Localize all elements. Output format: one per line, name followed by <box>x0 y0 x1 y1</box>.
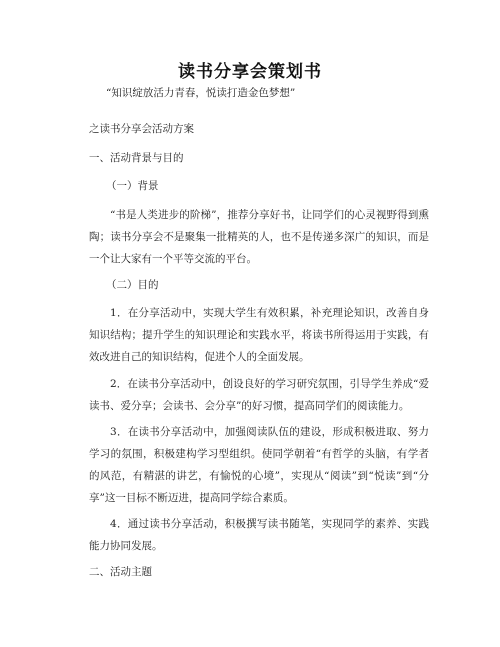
section2-heading: 二、活动主题 <box>89 566 152 578</box>
purpose-paragraph-1: 1．在分享活动中，实现大学生有效积累，补充理论知识，改善自身知识结构；提升学生的知识理论和实践水平，将读书所得运用于实践，有效改进自己的知识结构，促进个人的全面发展。 <box>89 307 429 363</box>
sub2-heading: （二）目的 <box>106 279 159 291</box>
slogan: “知识绽放活力青春，悦读打造金色梦想” <box>106 87 296 99</box>
background-paragraph: “书是人类进步的阶梯”，推荐分享好书，让同学们的心灵视野得到熏陶；读书分享会不是聚集一批精英的人，也不是传递多深广的知识，而是一个让大家有一个平等交流的平台。 <box>89 209 429 265</box>
purpose-paragraph-3: 3．在读书分享活动中，加强阅读队伍的建设，形成积极进取、努力学习的氛围，积极建构学习型组织。使同学朝着“有哲学的头脑，有学者的风范，有精湛的讲艺，有愉悦的心境”，实现从“阅读”到“悦读”到“分享”这一目标不断迈进，提高同学综合素质。 <box>89 426 429 504</box>
sub1-heading: （一）背景 <box>106 180 159 192</box>
plan-heading: 之读书分享会活动方案 <box>89 123 194 135</box>
document-title: 读书分享会策划书 <box>178 62 322 82</box>
section1-heading: 一、活动背景与目的 <box>89 152 184 164</box>
purpose-paragraph-4: 4．通过读书分享活动，积极撰写读书随笔，实现同学的素养、实践能力协同发展。 <box>89 518 429 552</box>
purpose-paragraph-2: 2．在读书分享活动中，创设良好的学习研究氛围，引导学生养成“爱读书、爱分享；会读书、会分享”的好习惯，提高同学们的阅读能力。 <box>89 378 429 412</box>
